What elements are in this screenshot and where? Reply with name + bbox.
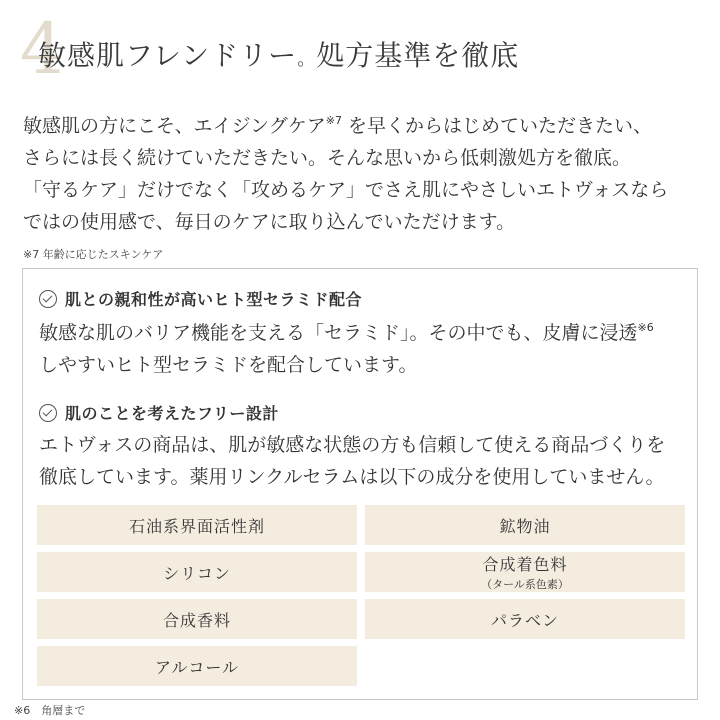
intro-line	[23, 110, 713, 142]
check-circle-icon	[39, 290, 57, 308]
intro-line: さらには長く続けていただきたい。そんな思いから低刺激処方を徹底。	[23, 147, 632, 169]
free-item-paraben: パラベン	[365, 599, 685, 639]
footnote-ref-6: ※6	[637, 321, 654, 334]
footnote-7: ※7 年齢に応じたスキンケア	[23, 248, 164, 261]
feature-text: 敏感な肌のバリア機能を支える「セラミド」。その中でも、皮膚に浸透	[39, 322, 638, 344]
features-box	[22, 268, 698, 700]
free-item-label: 合成着色料	[482, 555, 568, 574]
intro-text: を早くからはじめていただきたい、	[342, 115, 653, 137]
footnote-ref-7: ※7	[325, 114, 342, 127]
check-circle-icon	[39, 404, 57, 422]
feature-heading-text: 肌との親和性が高いヒト型セラミド配合	[65, 290, 363, 309]
free-item-note: （タール系色素）	[481, 578, 569, 591]
feature-heading-ceramide	[39, 287, 362, 310]
feature-heading-free	[39, 401, 279, 424]
feature-text-free	[39, 429, 689, 493]
free-item-synthetic-color	[365, 552, 685, 592]
title-rest: 処方基準を徹底	[316, 39, 520, 72]
feature-text-ceramide	[39, 317, 689, 381]
intro-paragraph	[23, 110, 713, 238]
free-item-alcohol: アルコール	[37, 646, 357, 686]
free-item-mineral-oil: 鉱物油	[365, 505, 685, 545]
intro-text: 敏感肌の方にこそ、エイジングケア	[23, 115, 326, 137]
feature-line: しやすいヒト型セラミドを配合しています。	[39, 354, 418, 376]
intro-line: 「守るケア」だけでなく「攻めるケア」でさえ肌にやさしいエトヴォスなら	[23, 179, 669, 201]
free-item-silicone: シリコン	[37, 552, 357, 592]
feature-line: エトヴォスの商品は、肌が敏感な状態の方も信頼して使える商品づくりを	[39, 434, 666, 456]
free-item-sulfate: 石油系界面活性剤	[37, 505, 357, 545]
section-title	[38, 34, 519, 74]
intro-line: ではの使用感で、毎日のケアに取り込んでいただけます。	[23, 211, 516, 233]
section-number: 4	[20, 8, 65, 90]
footnote-6: ※6 角層まで	[14, 704, 86, 717]
feature-line	[39, 317, 689, 349]
feature-heading-text: 肌のことを考えたフリー設計	[65, 404, 279, 423]
title-dot: 。	[297, 49, 317, 70]
title-main: 敏感肌フレンドリー	[38, 39, 298, 72]
free-item-fragrance: 合成香料	[37, 599, 357, 639]
feature-line: 徹底しています。薬用リンクルセラムは以下の成分を使用していません。	[39, 466, 665, 488]
